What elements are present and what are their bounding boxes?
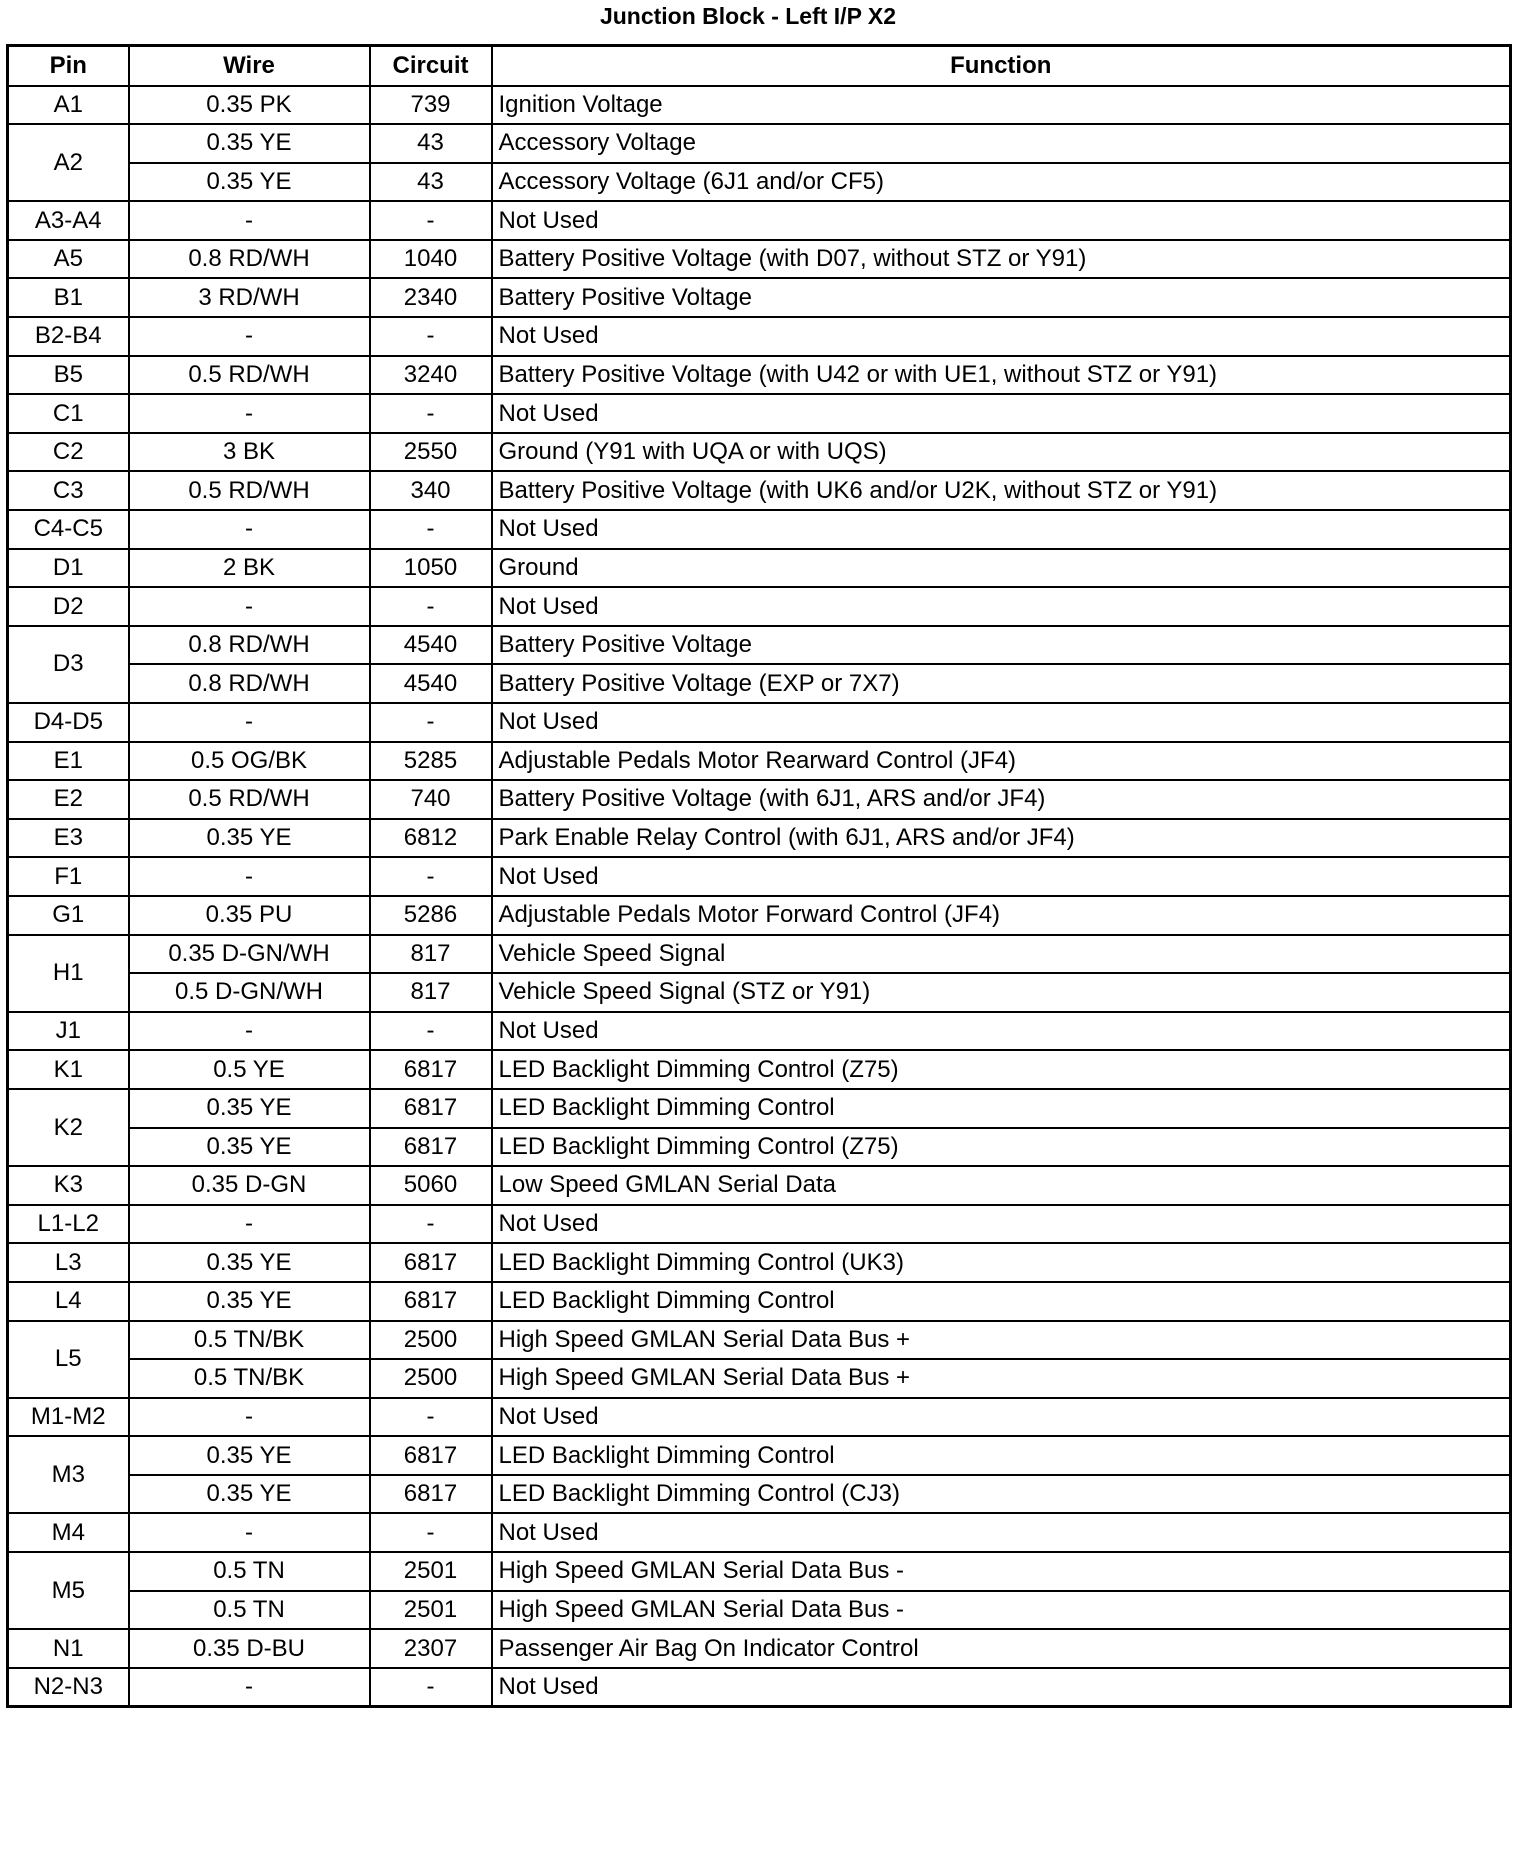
table-row: [8, 742, 1511, 781]
wire-cell: 0.5 RD/WH: [129, 780, 370, 819]
circuit-cell: -: [370, 587, 492, 626]
circuit-cell: 6817: [370, 1050, 492, 1089]
table-row: [8, 1513, 1511, 1552]
wire-cell: 0.35 D-GN/WH: [129, 935, 370, 974]
table-row: [8, 1629, 1511, 1668]
pin-cell: N2-N3: [8, 1668, 129, 1707]
circuit-cell: 1040: [370, 240, 492, 279]
wire-cell: -: [129, 857, 370, 896]
circuit-cell: 1050: [370, 549, 492, 588]
circuit-cell: 2340: [370, 278, 492, 317]
function-cell: LED Backlight Dimming Control (Z75): [492, 1128, 1511, 1167]
pin-cell: L3: [8, 1243, 129, 1282]
table-row: [8, 124, 1511, 163]
function-cell: Not Used: [492, 201, 1511, 240]
table-row: [8, 433, 1511, 472]
wire-cell: 0.8 RD/WH: [129, 626, 370, 665]
wire-cell: -: [129, 1513, 370, 1552]
pin-cell: C3: [8, 471, 129, 510]
pin-cell: N1: [8, 1629, 129, 1668]
table-row: [8, 1243, 1511, 1282]
wire-cell: 0.5 TN: [129, 1552, 370, 1591]
pin-cell: E1: [8, 742, 129, 781]
pin-cell: E2: [8, 780, 129, 819]
circuit-cell: 6817: [370, 1282, 492, 1321]
function-cell: High Speed GMLAN Serial Data Bus +: [492, 1321, 1511, 1360]
function-cell: LED Backlight Dimming Control (Z75): [492, 1050, 1511, 1089]
table-row: [8, 1591, 1511, 1630]
wire-cell: -: [129, 1398, 370, 1437]
function-cell: Not Used: [492, 587, 1511, 626]
wire-cell: -: [129, 1012, 370, 1051]
table-row: [8, 471, 1511, 510]
circuit-cell: 3240: [370, 356, 492, 395]
wire-cell: -: [129, 510, 370, 549]
pin-cell: C1: [8, 394, 129, 433]
table-row: [8, 1282, 1511, 1321]
circuit-cell: -: [370, 394, 492, 433]
circuit-cell: 2550: [370, 433, 492, 472]
function-cell: Battery Positive Voltage (with U42 or with UE1, without STZ or Y91): [492, 356, 1511, 395]
table-row: [8, 356, 1511, 395]
wire-cell: 0.5 D-GN/WH: [129, 973, 370, 1012]
pin-cell: M5: [8, 1552, 129, 1629]
circuit-cell: -: [370, 201, 492, 240]
function-cell: Accessory Voltage (6J1 and/or CF5): [492, 163, 1511, 202]
circuit-cell: -: [370, 510, 492, 549]
circuit-cell: 6812: [370, 819, 492, 858]
wire-column-header: Wire: [129, 46, 370, 86]
wire-cell: 0.35 PU: [129, 896, 370, 935]
function-cell: LED Backlight Dimming Control: [492, 1282, 1511, 1321]
circuit-cell: 6817: [370, 1243, 492, 1282]
circuit-cell: 6817: [370, 1436, 492, 1475]
function-cell: Not Used: [492, 857, 1511, 896]
function-cell: Passenger Air Bag On Indicator Control: [492, 1629, 1511, 1668]
pin-cell: L5: [8, 1321, 129, 1398]
pin-cell: G1: [8, 896, 129, 935]
function-column-header: Function: [492, 46, 1511, 86]
pin-cell: D1: [8, 549, 129, 588]
table-row: [8, 86, 1511, 125]
wire-cell: -: [129, 1668, 370, 1707]
wire-cell: 0.35 YE: [129, 1243, 370, 1282]
wire-cell: 0.35 YE: [129, 1475, 370, 1514]
pin-cell: K1: [8, 1050, 129, 1089]
circuit-cell: 739: [370, 86, 492, 125]
pin-cell: F1: [8, 857, 129, 896]
function-cell: Ground: [492, 549, 1511, 588]
circuit-cell: 5285: [370, 742, 492, 781]
pin-cell: D3: [8, 626, 129, 703]
table-row: [8, 1321, 1511, 1360]
pin-cell: L1-L2: [8, 1205, 129, 1244]
table-row: [8, 1166, 1511, 1205]
wire-cell: -: [129, 317, 370, 356]
header-row: [8, 46, 1511, 86]
table-row: [8, 1398, 1511, 1437]
pin-cell: J1: [8, 1012, 129, 1051]
wire-cell: 0.35 YE: [129, 1436, 370, 1475]
table-row: [8, 1668, 1511, 1707]
function-cell: High Speed GMLAN Serial Data Bus -: [492, 1552, 1511, 1591]
table-row: [8, 1552, 1511, 1591]
wire-cell: 0.35 YE: [129, 1282, 370, 1321]
function-cell: Not Used: [492, 317, 1511, 356]
table-row: [8, 664, 1511, 703]
pin-cell: A5: [8, 240, 129, 279]
wire-cell: 3 RD/WH: [129, 278, 370, 317]
function-cell: Not Used: [492, 703, 1511, 742]
circuit-cell: 5286: [370, 896, 492, 935]
pin-cell: E3: [8, 819, 129, 858]
function-cell: Battery Positive Voltage (with D07, without STZ or Y91): [492, 240, 1511, 279]
table-row: [8, 1128, 1511, 1167]
function-cell: Not Used: [492, 1398, 1511, 1437]
wire-cell: 0.35 YE: [129, 124, 370, 163]
pin-cell: D4-D5: [8, 703, 129, 742]
function-cell: Park Enable Relay Control (with 6J1, ARS and/or JF4): [492, 819, 1511, 858]
wire-cell: 0.5 TN/BK: [129, 1359, 370, 1398]
pin-cell: B2-B4: [8, 317, 129, 356]
wire-cell: 0.35 YE: [129, 163, 370, 202]
circuit-cell: -: [370, 317, 492, 356]
table-row: [8, 510, 1511, 549]
table-row: [8, 819, 1511, 858]
function-cell: LED Backlight Dimming Control (UK3): [492, 1243, 1511, 1282]
pin-cell: L4: [8, 1282, 129, 1321]
table-row: [8, 896, 1511, 935]
wire-cell: -: [129, 394, 370, 433]
function-cell: Not Used: [492, 1668, 1511, 1707]
circuit-cell: 2500: [370, 1359, 492, 1398]
table-row: [8, 201, 1511, 240]
circuit-cell: -: [370, 1012, 492, 1051]
function-cell: Vehicle Speed Signal: [492, 935, 1511, 974]
table-row: [8, 1359, 1511, 1398]
pin-cell: K2: [8, 1089, 129, 1166]
circuit-cell: -: [370, 703, 492, 742]
pin-cell: B5: [8, 356, 129, 395]
table-row: [8, 703, 1511, 742]
table-row: [8, 1475, 1511, 1514]
wire-cell: 3 BK: [129, 433, 370, 472]
table-row: [8, 587, 1511, 626]
table-row: [8, 973, 1511, 1012]
function-cell: Not Used: [492, 510, 1511, 549]
function-cell: Battery Positive Voltage (with UK6 and/or U2K, without STZ or Y91): [492, 471, 1511, 510]
circuit-cell: 4540: [370, 626, 492, 665]
document-title-text: Junction Block - Left I/P X2: [599, 3, 897, 29]
circuit-cell: 740: [370, 780, 492, 819]
circuit-cell: 6817: [370, 1128, 492, 1167]
wire-cell: 0.5 RD/WH: [129, 471, 370, 510]
table-row: [8, 278, 1511, 317]
circuit-cell: 43: [370, 163, 492, 202]
pin-cell: M1-M2: [8, 1398, 129, 1437]
wire-cell: 0.35 YE: [129, 1128, 370, 1167]
pin-cell: C4-C5: [8, 510, 129, 549]
wire-cell: 0.35 PK: [129, 86, 370, 125]
function-cell: Not Used: [492, 394, 1511, 433]
pin-cell: M4: [8, 1513, 129, 1552]
table-row: [8, 1012, 1511, 1051]
table-row: [8, 780, 1511, 819]
pin-column-header: Pin: [8, 46, 129, 86]
circuit-cell: -: [370, 1398, 492, 1437]
pin-cell: C2: [8, 433, 129, 472]
circuit-cell: 2307: [370, 1629, 492, 1668]
document-title: [0, 0, 1520, 32]
circuit-cell: 6817: [370, 1475, 492, 1514]
function-cell: Accessory Voltage: [492, 124, 1511, 163]
function-cell: Battery Positive Voltage (EXP or 7X7): [492, 664, 1511, 703]
wire-cell: -: [129, 703, 370, 742]
table-row: [8, 1050, 1511, 1089]
wire-cell: 0.35 D-BU: [129, 1629, 370, 1668]
pin-cell: B1: [8, 278, 129, 317]
table-row: [8, 240, 1511, 279]
circuit-cell: 5060: [370, 1166, 492, 1205]
wire-cell: 0.35 YE: [129, 819, 370, 858]
table-row: [8, 1205, 1511, 1244]
circuit-cell: 4540: [370, 664, 492, 703]
table-row: [8, 626, 1511, 665]
circuit-cell: 2500: [370, 1321, 492, 1360]
function-cell: Battery Positive Voltage: [492, 626, 1511, 665]
circuit-cell: 340: [370, 471, 492, 510]
wire-cell: 0.5 RD/WH: [129, 356, 370, 395]
wire-cell: 0.8 RD/WH: [129, 664, 370, 703]
function-cell: High Speed GMLAN Serial Data Bus -: [492, 1591, 1511, 1630]
table-row: [8, 317, 1511, 356]
table-row: [8, 394, 1511, 433]
wire-cell: 0.5 TN/BK: [129, 1321, 370, 1360]
table-row: [8, 1436, 1511, 1475]
pin-cell: A3-A4: [8, 201, 129, 240]
function-cell: Vehicle Speed Signal (STZ or Y91): [492, 973, 1511, 1012]
wire-cell: 0.5 YE: [129, 1050, 370, 1089]
circuit-cell: 817: [370, 935, 492, 974]
circuit-cell: 2501: [370, 1591, 492, 1630]
pin-cell: A2: [8, 124, 129, 201]
pin-cell: A1: [8, 86, 129, 125]
function-cell: High Speed GMLAN Serial Data Bus +: [492, 1359, 1511, 1398]
circuit-cell: 6817: [370, 1089, 492, 1128]
pin-cell: M3: [8, 1436, 129, 1513]
wire-cell: 0.5 TN: [129, 1591, 370, 1630]
wire-cell: 0.5 OG/BK: [129, 742, 370, 781]
function-cell: LED Backlight Dimming Control (CJ3): [492, 1475, 1511, 1514]
table-row: [8, 163, 1511, 202]
wire-cell: 2 BK: [129, 549, 370, 588]
function-cell: LED Backlight Dimming Control: [492, 1089, 1511, 1128]
circuit-cell: -: [370, 1513, 492, 1552]
wire-cell: -: [129, 587, 370, 626]
table-row: [8, 935, 1511, 974]
function-cell: Ignition Voltage: [492, 86, 1511, 125]
circuit-cell: 2501: [370, 1552, 492, 1591]
pin-cell: D2: [8, 587, 129, 626]
table-row: [8, 1089, 1511, 1128]
circuit-cell: 817: [370, 973, 492, 1012]
function-cell: Not Used: [492, 1513, 1511, 1552]
function-cell: Adjustable Pedals Motor Forward Control (JF4): [492, 896, 1511, 935]
wire-cell: -: [129, 201, 370, 240]
circuit-cell: -: [370, 1668, 492, 1707]
pin-cell: K3: [8, 1166, 129, 1205]
function-cell: Not Used: [492, 1012, 1511, 1051]
wire-cell: 0.8 RD/WH: [129, 240, 370, 279]
function-cell: Not Used: [492, 1205, 1511, 1244]
function-cell: Ground (Y91 with UQA or with UQS): [492, 433, 1511, 472]
wire-cell: 0.35 D-GN: [129, 1166, 370, 1205]
pin-cell: H1: [8, 935, 129, 1012]
function-cell: LED Backlight Dimming Control: [492, 1436, 1511, 1475]
function-cell: Low Speed GMLAN Serial Data: [492, 1166, 1511, 1205]
function-cell: Battery Positive Voltage: [492, 278, 1511, 317]
function-cell: Adjustable Pedals Motor Rearward Control (JF4): [492, 742, 1511, 781]
connector-pin-table: [6, 44, 1512, 1708]
table-row: [8, 549, 1511, 588]
circuit-cell: -: [370, 857, 492, 896]
table-body: [8, 86, 1511, 1707]
wire-cell: 0.35 YE: [129, 1089, 370, 1128]
function-cell: Battery Positive Voltage (with 6J1, ARS and/or JF4): [492, 780, 1511, 819]
circuit-cell: 43: [370, 124, 492, 163]
table-row: [8, 857, 1511, 896]
circuit-column-header: Circuit: [370, 46, 492, 86]
circuit-cell: -: [370, 1205, 492, 1244]
wire-cell: -: [129, 1205, 370, 1244]
